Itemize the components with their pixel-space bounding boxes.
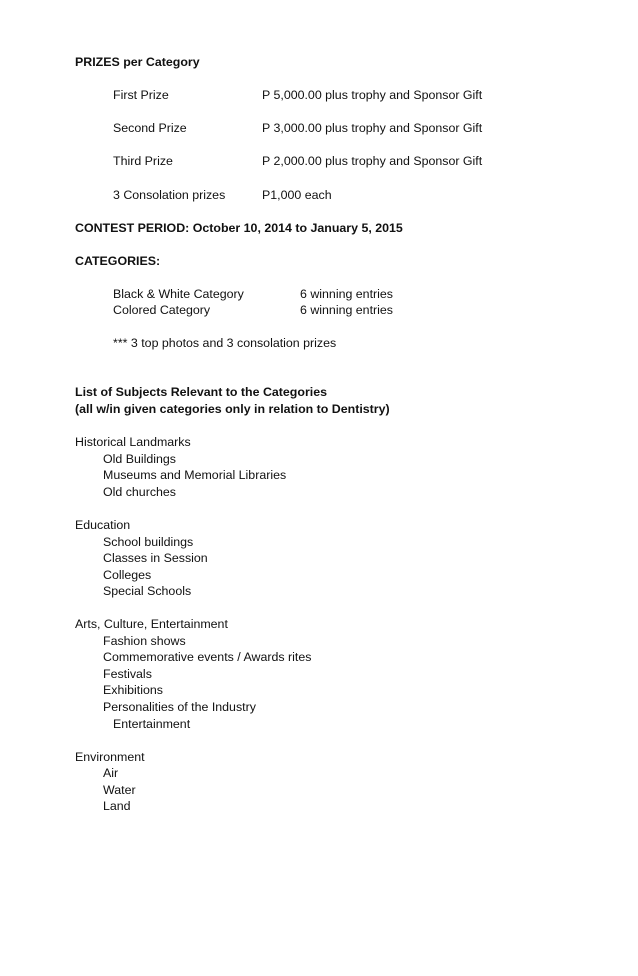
list-item: Commemorative events / Awards rites <box>103 650 312 664</box>
prizes-heading: PRIZES per Category <box>75 55 200 69</box>
subjects-subheading: (all w/in given categories only in relation to Dentistry) <box>75 402 390 416</box>
contest-period: CONTEST PERIOD: October 10, 2014 to January 5, 2015 <box>75 221 403 235</box>
prize-value-third: P 2,000.00 plus trophy and Sponsor Gift <box>262 154 483 168</box>
list-item: School buildings <box>103 535 194 549</box>
categories-note: *** 3 top photos and 3 consolation prizes <box>113 336 337 350</box>
prize-value-consolation: P1,000 each <box>262 188 332 202</box>
list-item: Colleges <box>103 568 152 582</box>
categories-heading: CATEGORIES: <box>75 254 161 268</box>
category-label-colored: Colored Category <box>113 303 211 317</box>
list-item: Fashion shows <box>103 634 186 648</box>
category-value-colored: 6 winning entries <box>300 303 393 317</box>
list-item: Personalities of the Industry <box>103 700 256 714</box>
list-item: Old Buildings <box>103 452 177 466</box>
group-title-education: Education <box>75 518 131 532</box>
list-item: Classes in Session <box>103 551 208 565</box>
prize-value-second: P 3,000.00 plus trophy and Sponsor Gift <box>262 121 483 135</box>
prize-label-consolation: 3 Consolation prizes <box>113 188 226 202</box>
list-item: Land <box>103 799 131 813</box>
list-item: Old churches <box>103 485 177 499</box>
list-item: Air <box>103 766 119 780</box>
prize-value-first: P 5,000.00 plus trophy and Sponsor Gift <box>262 88 483 102</box>
list-item: Festivals <box>103 667 152 681</box>
group-title-historical: Historical Landmarks <box>75 435 191 449</box>
prize-label-first: First Prize <box>113 88 169 102</box>
list-item: Exhibitions <box>103 683 163 697</box>
category-label-bw: Black & White Category <box>113 287 244 301</box>
category-value-bw: 6 winning entries <box>300 287 393 301</box>
prize-label-third: Third Prize <box>113 154 173 168</box>
prize-label-second: Second Prize <box>113 121 187 135</box>
list-item: Museums and Memorial Libraries <box>103 468 287 482</box>
group-title-environment: Environment <box>75 750 145 764</box>
group-title-arts: Arts, Culture, Entertainment <box>75 617 228 631</box>
list-item: Special Schools <box>103 584 192 598</box>
list-item: Water <box>103 783 136 797</box>
list-subitem: Entertainment <box>113 717 191 731</box>
subjects-heading: List of Subjects Relevant to the Categories <box>75 385 327 399</box>
